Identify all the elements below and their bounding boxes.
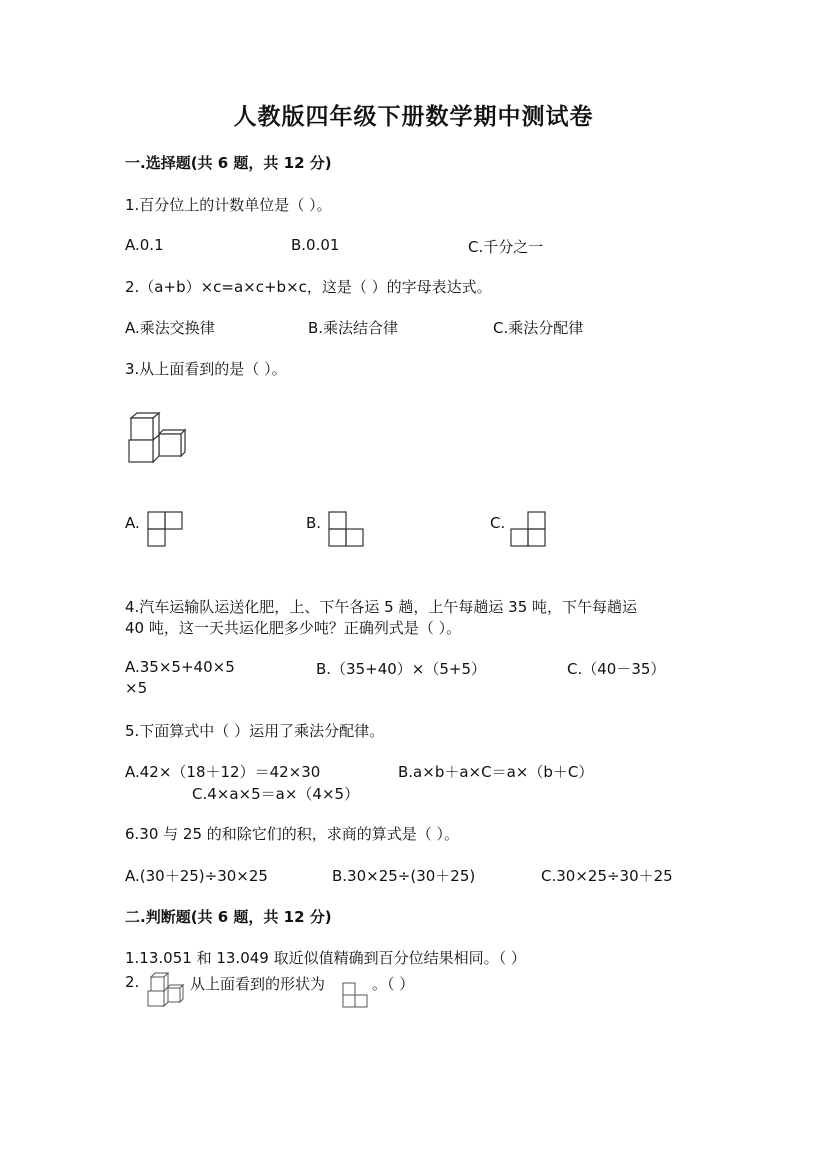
question-4-stem-line-2: 40 吨，这一天共运化肥多少吨？正确列式是（ ）。: [125, 619, 462, 637]
question-1-option-b: B.0.01: [291, 236, 340, 254]
question-2-stem: 2.（a+b）×c=a×c+b×c，这是（ ）的字母表达式。: [125, 278, 492, 296]
judgement-2-suffix: 。（ ）: [372, 975, 415, 993]
question-4-stem-line-1: 4.汽车运输队运送化肥，上、下午各运 5 趟，上午每趟运 35 吨，下午每趟运: [125, 598, 638, 616]
page-title: 人教版四年级下册数学期中测试卷: [233, 103, 594, 130]
question-4-option-c: C.（40－35）: [567, 660, 666, 678]
option-c-top-view-icon: [510, 511, 548, 547]
question-5-stem: 5.下面算式中（ ）运用了乘法分配律。: [125, 722, 385, 740]
question-6-stem: 6.30 与 25 的和除它们的积，求商的算式是（ ）。: [125, 825, 460, 843]
question-5-option-a: A.42×（18＋12）＝42×30: [125, 763, 321, 781]
question-2-option-c: C.乘法分配律: [493, 319, 584, 337]
section-heading-choice: 一.选择题(共 6 题，共 12 分): [125, 154, 332, 172]
question-1-option-a: A.0.1: [125, 236, 164, 254]
question-4-option-c-continued: ×5: [125, 679, 148, 697]
small-top-view-icon: [342, 982, 370, 1008]
cubes-3d-figure: [125, 412, 189, 464]
judgement-1-stem: 1.13.051 和 13.049 取近似值精确到百分位结果相同。（ ）: [125, 949, 526, 967]
question-2-option-b: B.乘法结合律: [308, 319, 399, 337]
question-5-option-b: B.a×b＋a×C＝a×（b＋C）: [398, 763, 594, 781]
question-4-option-a: A.35×5+40×5: [125, 658, 235, 676]
option-a-top-view-icon: [147, 511, 185, 547]
question-2-option-a: A.乘法交换律: [125, 319, 215, 337]
small-cubes-3d-figure: [145, 972, 185, 1008]
question-1-option-c: C.千分之一: [468, 238, 544, 256]
question-6-option-b: B.30×25÷(30＋25): [332, 867, 476, 885]
judgement-2-middle: 从上面看到的形状为: [190, 975, 326, 993]
question-3-stem: 3.从上面看到的是（ ）。: [125, 360, 287, 378]
question-6-option-a: A.(30＋25)÷30×25: [125, 867, 268, 885]
option-b-top-view-icon: [328, 511, 366, 547]
section-heading-judgement: 二.判断题(共 6 题，共 12 分): [125, 908, 332, 926]
question-3-option-a: A.: [125, 514, 140, 532]
judgement-2-prefix: 2.: [125, 973, 140, 991]
question-1-stem: 1.百分位上的计数单位是（ ）。: [125, 196, 332, 214]
question-3-option-b: B.: [306, 514, 322, 532]
question-6-option-c: C.30×25÷30＋25: [541, 867, 673, 885]
question-5-option-c: C.4×a×5＝a×（4×5）: [192, 785, 360, 803]
question-3-option-c: C.: [490, 514, 506, 532]
question-4-option-b: B.（35+40）×（5+5）: [316, 660, 487, 678]
